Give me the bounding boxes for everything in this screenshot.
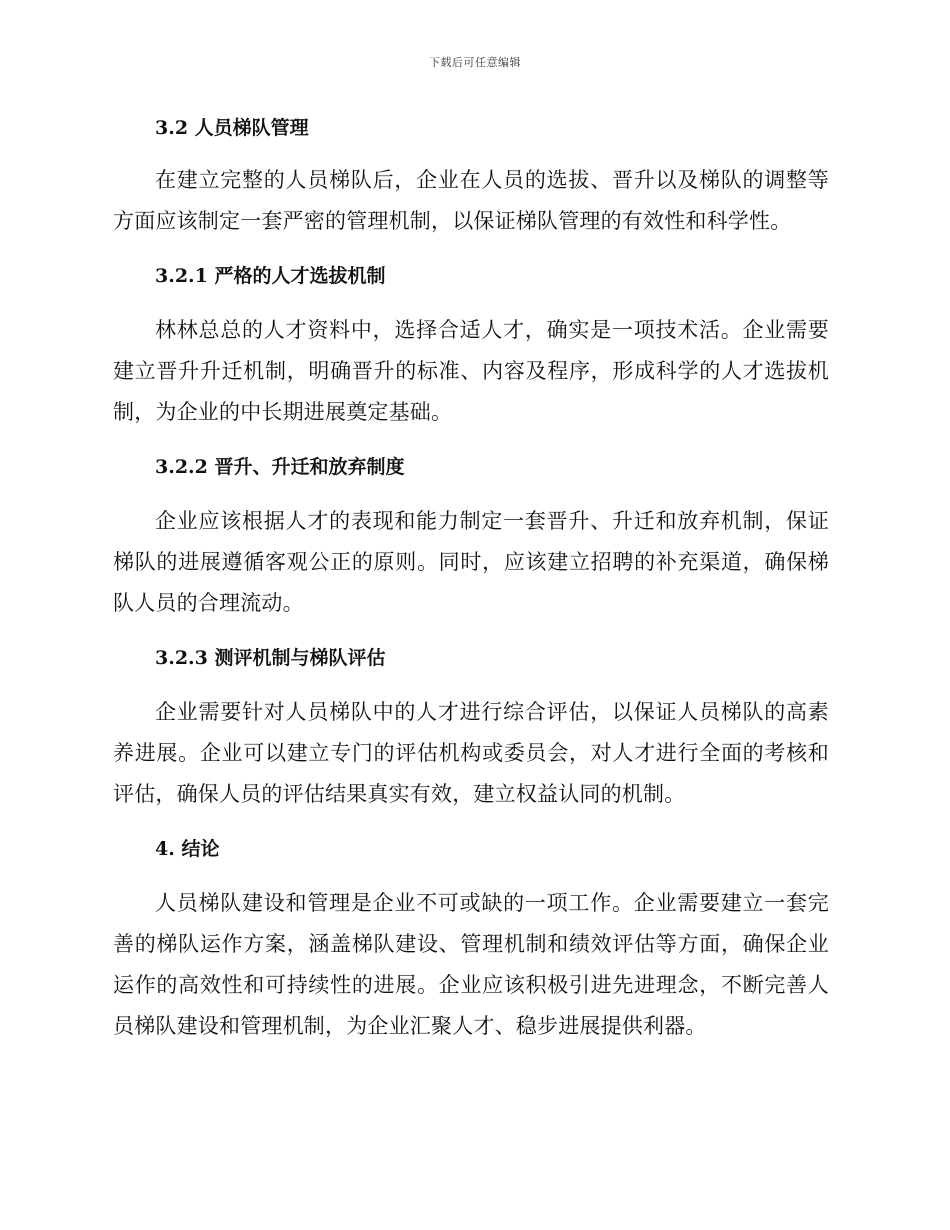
section-heading: 3.2.2 晋升、升迁和放弃制度 — [155, 456, 405, 478]
section-heading: 3.2.1 严格的人才选拔机制 — [155, 265, 386, 287]
section-heading: 3.2.3 测评机制与梯队评估 — [155, 647, 386, 669]
section-heading: 3.2 人员梯队管理 — [155, 117, 309, 139]
section-heading: 4. 结论 — [155, 838, 220, 860]
section-paragraph: 人员梯队建设和管理是企业不可或缺的一项工作。企业需要建立一套完善的梯队运作方案，涵盖梯队建设、管理机制和绩效评估等方面，确保企业运作的高效性和可持续性的进展。企业应该积极引进先进理念，不断完善人员梯队建设和管理机制，为企业汇聚人才、稳步进展提供利器。 — [113, 891, 829, 1038]
section-3-2-1 — [113, 256, 829, 433]
page-header: 下载后可任意编辑 — [429, 56, 521, 69]
section-paragraph: 企业需要针对人员梯队中的人才进行综合评估，以保证人员梯队的高素养进展。企业可以建立专门的评估机构或委员会，对人才进行全面的考核和评估，确保人员的评估结果真实有效，建立权益认同的机制。 — [113, 700, 829, 806]
section-paragraph: 企业应该根据人才的表现和能力制定一套晋升、升迁和放弃机制，保证梯队的进展遵循客观公正的原则。同时，应该建立招聘的补充渠道，确保梯队人员的合理流动。 — [113, 509, 829, 615]
section-paragraph: 林林总总的人才资料中，选择合适人才，确实是一项技术活。企业需要建立晋升升迁机制，明确晋升的标准、内容及程序，形成科学的人才选拔机制，为企业的中长期进展奠定基础。 — [113, 318, 829, 424]
document-body — [113, 108, 829, 1061]
section-3-2-3 — [113, 638, 829, 815]
section-4-conclusion — [113, 829, 829, 1047]
section-3-2 — [113, 108, 829, 242]
section-paragraph: 在建立完整的人员梯队后，企业在人员的选拔、晋升以及梯队的调整等方面应该制定一套严密的管理机制，以保证梯队管理的有效性和科学性。 — [113, 168, 829, 233]
section-3-2-2 — [113, 447, 829, 624]
